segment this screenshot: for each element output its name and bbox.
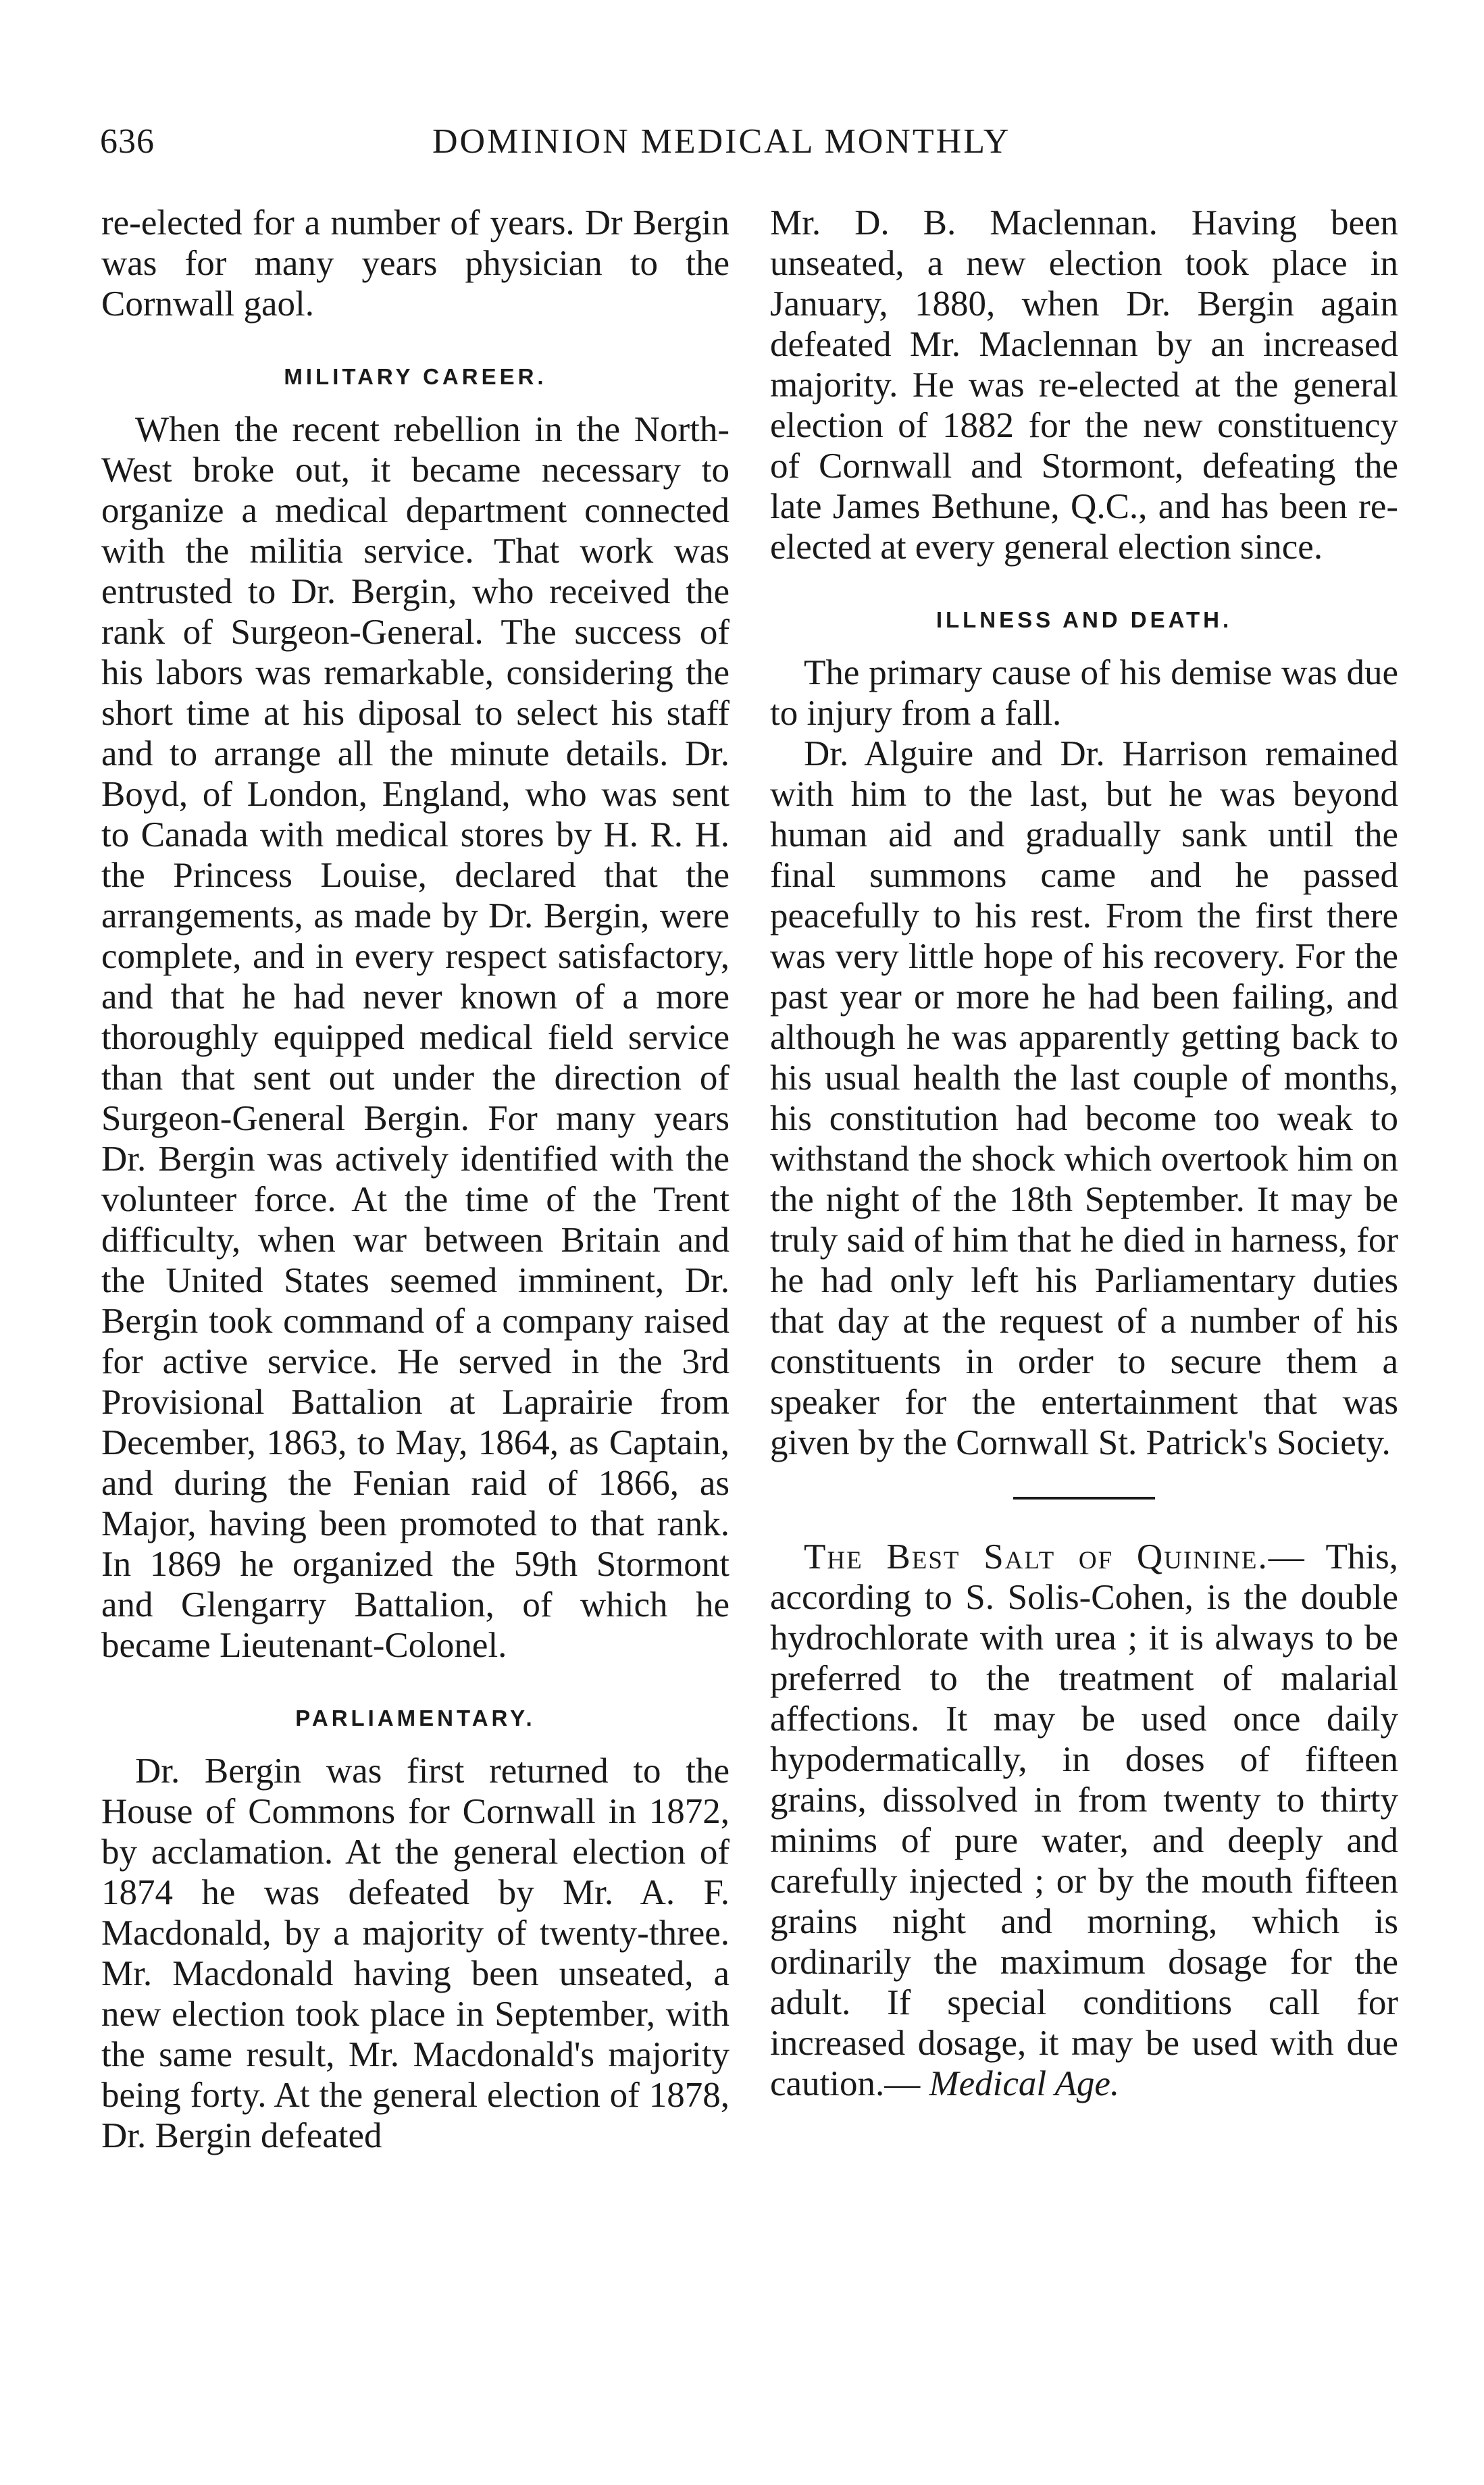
- right-column: [770, 203, 1398, 2104]
- section-heading-illness-and-death: ILLNESS AND DEATH.: [936, 607, 1233, 632]
- page-number: 636: [100, 122, 155, 161]
- article-quinine: [770, 1537, 1398, 2104]
- paragraph-parliamentary: Dr. Bergin was first returned to the House of Commons for Cornwall in 1872, by acclamation. At the general election of 1874 he was defeated by Mr. A. F. Macdonald, by a majority of twenty-three. Mr. Macdonald having been unseated, a new election took place in September, with the same result, Mr. Macdonald's majority being forty. At the general election of 1878, Dr. Bergin defeated: [101, 1751, 730, 2155]
- section-heading-military-career: MILITARY CAREER.: [284, 364, 547, 389]
- section-heading-parliamentary: PARLIAMENTARY.: [295, 1706, 536, 1731]
- paragraph-final-days: Dr. Alguire and Dr. Harrison remained with him to the last, but he was beyond human aid and gradually sank until the final summons came and he passed peacefully to his rest. From the first there was very little hope of his recovery. For the past year or more he had been failing, and although he was apparently getting back to his usual health the last couple of months, his constitution had become too weak to withstand the shock which overtook him on the night of the 18th September. It may be truly said of him that he died in harness, for he had only left his Parliamentary duties that day at the request of a number of his constituents in order to secure them a speaker for the entertainment that was given by the Cornwall St. Patrick's Society.: [770, 734, 1398, 1462]
- page-header: [0, 122, 1484, 182]
- section-divider: [1013, 1497, 1155, 1500]
- paragraph-cause-of-death: The primary cause of his demise was due to injury from a fall.: [770, 653, 1398, 733]
- article-source: Medical Age.: [929, 2064, 1120, 2103]
- paragraph-parliamentary-continued: Mr. D. B. Maclennan. Having been unseated, a new election took place in January, 1880, when Dr. Bergin again defeated Mr. Maclennan by an increased majority. He was re-elected at the general election of 1882 for the new constituency of Cornwall and Stormont, defeating the late James Bethune, Q.C., and has been re-elected at every general election since.: [770, 203, 1398, 567]
- paragraph-continued: re-elected for a number of years. Dr Bergin was for many years physician to the Cornwall gaol.: [101, 203, 730, 324]
- running-title: DOMINION MEDICAL MONTHLY: [432, 122, 1011, 161]
- paragraph-military-career: When the recent rebellion in the North-West broke out, it became necessary to organize a medical department connected with the militia service. That work was entrusted to Dr. Bergin, who received the rank of Surgeon-General. The success of his labors was remarkable, considering the short time at his diposal to select his staff and to arrange all the minute details. Dr. Boyd, of London, England, who was sent to Canada with medical stores by H. R. H. the Princess Louise, declared that the arrangements, as made by Dr. Bergin, were complete, and in every respect satisfactory, and that he had never known of a more thoroughly equipped medical field service than that sent out under the direction of Surgeon-General Bergin. For many years Dr. Bergin was actively identified with the volunteer force. At the time of the Trent difficulty, when war between Britain and the United States seemed imminent, Dr. Bergin took command of a company raised for active service. He served in the 3rd Provisional Battalion at Laprairie from December, 1863, to May, 1864, as Captain, and during the Fenian raid of 1866, as Major, having been promoted to that rank. In 1869 he organized the 59th Stormont and Glengarry Battalion, of which he became Lieutenant-Colonel.: [101, 410, 730, 1665]
- article-body: — This, according to S. Solis-Cohen, is the double hydrochlorate with urea ; it is always to be preferred to the treatment of malarial affections. It may be used once daily hypodermatically, in doses of fifteen grains, dissolved in from twenty to thirty minims of pure water, and deeply and carefully injected ; or by the mouth fifteen grains night and morning, which is ordinarily the maximum dosage for the adult. If special conditions call for increased dosage, it may be used with due caution.—: [770, 1537, 1398, 2103]
- left-column: [101, 203, 730, 2156]
- article-title: The Best Salt of Quinine.: [804, 1537, 1269, 1577]
